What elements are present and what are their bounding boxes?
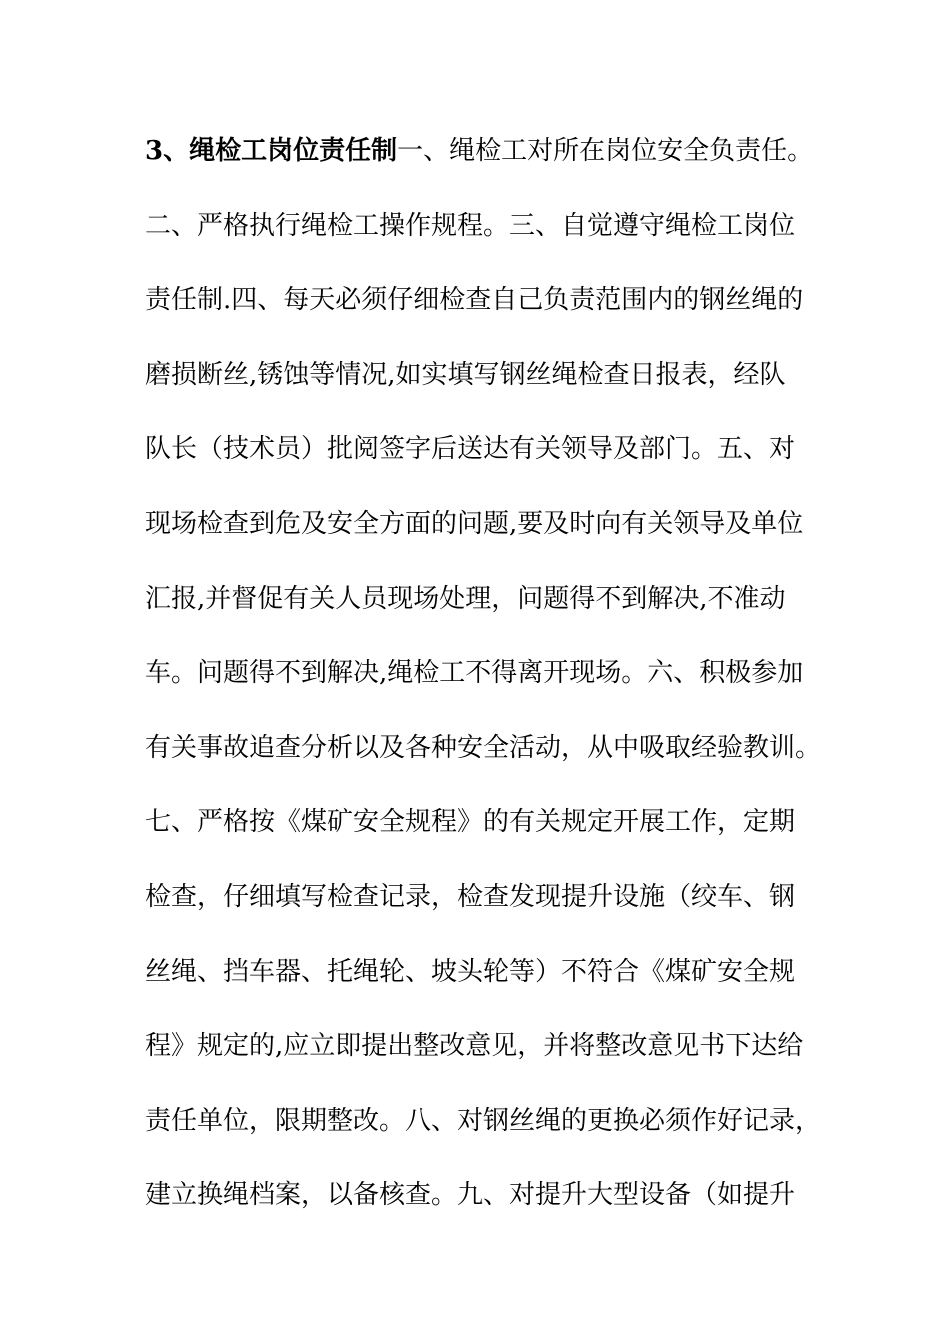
- paragraph-line-15: 建立换绳档案，以备核查。九、对提升大型设备（如提升: [145, 1180, 796, 1211]
- paragraph-line-2: 二、严格执行绳检工操作规程。三、自觉遵守绳检工岗位: [145, 210, 796, 241]
- paragraph-line-13: 程》规定的,应立即提出整改意见，并将整改意见书下达给: [145, 1031, 804, 1062]
- paragraph-line-14: 责任单位，限期整改。八、对钢丝绳的更换必须作好记录，: [145, 1105, 822, 1136]
- paragraph-line-10: 七、严格按《煤矿安全规程》的有关规定开展工作，定期: [145, 807, 796, 838]
- paragraph-line-8: 车。问题得不到解决,绳检工不得离开现场。六、积极参加: [145, 658, 804, 689]
- paragraph-line-3: 责任制.四、每天必须仔细检查自己负责范围内的钢丝绳的: [145, 285, 804, 316]
- section-heading: 3、绳检工岗位责任制: [145, 136, 398, 166]
- paragraph-line-7: 汇报,并督促有关人员现场处理，问题得不到解决,不准动: [145, 583, 786, 614]
- paragraph-line-4: 磨损断丝,锈蚀等情况,如实填写钢丝绳检查日报表，经队: [145, 359, 786, 390]
- paragraph-text: 一、绳检工对所在岗位安全负责任。: [397, 136, 814, 166]
- paragraph-line-1: [145, 128, 815, 203]
- paragraph-line-6: 现场检查到危及安全方面的问题,要及时向有关领导及单位: [145, 508, 804, 539]
- paragraph-line-12: 丝绳、挡车器、托绳轮、坡头轮等）不符合《煤矿安全规: [145, 956, 796, 987]
- paragraph-line-11: 检查，仔细填写检查记录，检查发现提升设施（绞车、钢: [145, 881, 796, 912]
- document-body: [145, 128, 822, 1247]
- paragraph-line-9: 有关事故追查分析以及各种安全活动，从中吸取经验教训。: [145, 732, 822, 763]
- paragraph-line-5: 队长（技术员）批阅签字后送达有关领导及部门。五、对: [145, 434, 796, 465]
